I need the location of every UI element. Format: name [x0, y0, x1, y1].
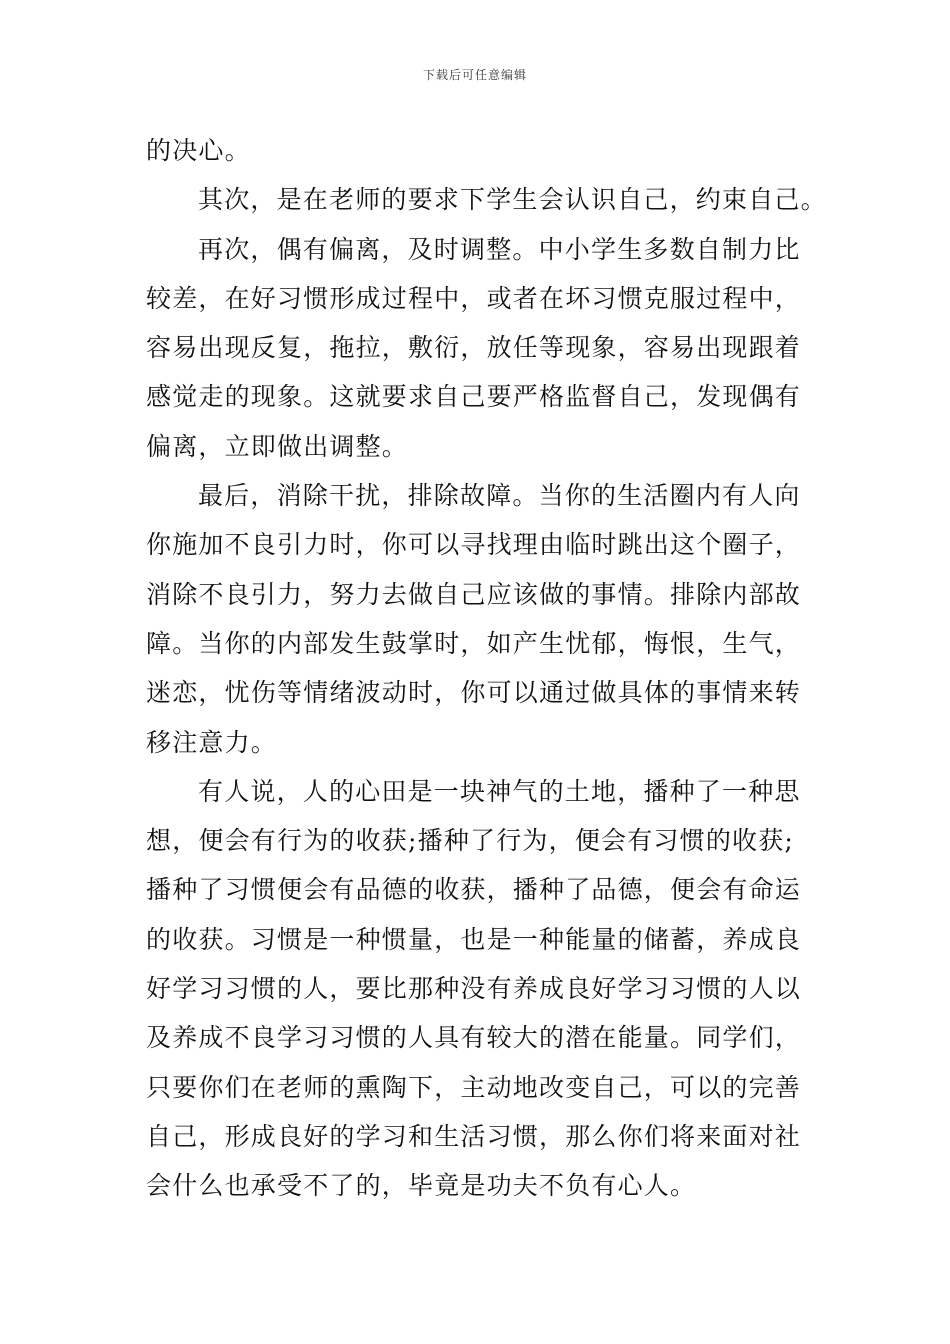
text-line: 播种了习惯便会有品德的收获，播种了品德，便会有命运 — [146, 875, 802, 905]
text-line: 有人说，人的心田是一块神气的土地，播种了一种思 — [198, 776, 801, 806]
text-line: 偏离，立即做出调整。 — [146, 431, 409, 461]
text-line: 移注意力。 — [146, 727, 278, 757]
text-line: 较差，在好习惯形成过程中，或者在坏习惯克服过程中， — [146, 283, 802, 313]
text-line: 容易出现反复，拖拉，敷衍，放任等现象，容易出现跟着 — [146, 333, 802, 363]
text-line: 只要你们在老师的熏陶下，主动地改变自己，可以的完善 — [146, 1072, 802, 1102]
text-line: 的收获。习惯是一种惯量，也是一种能量的储蓄，养成良 — [146, 924, 802, 954]
text-line: 障。当你的内部发生鼓掌时，如产生忧郁，悔恨，生气， — [146, 628, 802, 658]
document-body — [146, 126, 827, 1211]
text-line: 你施加不良引力时，你可以寻找理由临时跳出这个圈子， — [146, 530, 802, 560]
text-line: 迷恋，忧伤等情绪波动时，你可以通过做具体的事情来转 — [146, 678, 802, 708]
text-line: 消除不良引力，努力去做自己应该做的事情。排除内部故 — [146, 579, 802, 609]
text-line: 其次，是在老师的要求下学生会认识自己，约束自己。 — [198, 185, 827, 215]
text-line: 再次，偶有偏离，及时调整。中小学生多数自制力比 — [198, 234, 801, 264]
text-line: 会什么也承受不了的，毕竟是功夫不负有心人。 — [146, 1171, 697, 1201]
text-line: 及养成不良学习习惯的人具有较大的潜在能量。同学们， — [146, 1023, 802, 1053]
text-line: 的决心。 — [146, 136, 251, 165]
text-line: 好学习习惯的人，要比那种没有养成良好学习习惯的人以 — [146, 974, 802, 1004]
text-line: 自己，形成良好的学习和生活习惯，那么你们将来面对社 — [146, 1121, 802, 1151]
text-line: 感觉走的现象。这就要求自己要严格监督自己，发现偶有 — [146, 382, 802, 412]
text-line: 想，便会有行为的收获;播种了行为，便会有习惯的收获; — [146, 826, 795, 856]
page-header: 下载后可任意编辑 — [422, 68, 527, 82]
text-line: 最后，消除干扰，排除故障。当你的生活圈内有人向 — [198, 481, 801, 511]
